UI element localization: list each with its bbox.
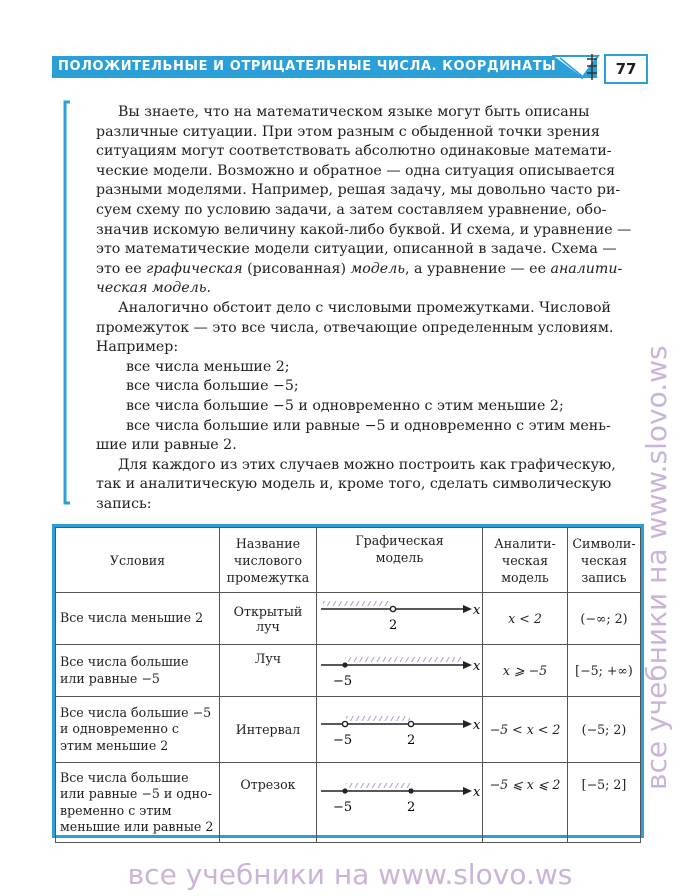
tick-label: 2	[407, 733, 416, 748]
header-line: Символи-	[572, 535, 636, 551]
open-point	[390, 606, 395, 611]
text-line: ситуациям могут соответствовать абсолютно одинаковые математи-	[96, 143, 612, 160]
name-line: Луч	[254, 651, 282, 666]
graphic-model-cell	[317, 645, 483, 697]
axis-label: x	[473, 718, 481, 733]
name-line: Интервал	[235, 722, 301, 737]
graphic-model-cell	[317, 593, 483, 645]
analytic-model-cell	[483, 763, 568, 843]
axis-label: x	[473, 659, 481, 674]
header-line: модель	[501, 569, 549, 585]
symbolic-cell	[568, 697, 641, 763]
italic-term: графическая	[146, 260, 243, 277]
list-item: все числа большие −5;	[126, 378, 299, 395]
open-point	[408, 721, 413, 726]
text-fragment: (рисованная)	[242, 260, 351, 277]
text-line	[96, 260, 644, 280]
watermark-bottom: все учебники на www.slovo.ws	[127, 858, 573, 891]
list-item: все числа большие −5 и одновременно с этим меньшие 2;	[126, 397, 564, 414]
condition-line: или равные −5 и одно-	[60, 786, 212, 801]
condition-cell	[56, 593, 220, 645]
number-line-open-ray	[317, 593, 482, 641]
analytic-text: −5 < x < 2	[489, 722, 561, 737]
text-line: так и аналитическую модель и, кроме того, сделать символическую	[96, 476, 612, 493]
italic-term: модель	[350, 260, 405, 277]
header-line: Аналити-	[494, 535, 556, 551]
header-conditions	[56, 528, 220, 593]
number-line-interval	[317, 698, 482, 758]
interval-name-cell	[220, 645, 317, 697]
hatch-region	[345, 657, 463, 662]
header-line: числового	[233, 552, 303, 568]
paragraph-models	[96, 103, 644, 299]
interval-name-cell	[220, 593, 317, 645]
paragraph-intervals	[96, 299, 644, 456]
body-text	[96, 103, 644, 514]
header-line: Название	[235, 535, 301, 551]
closed-point	[408, 788, 413, 793]
tick-label: −5	[333, 674, 353, 689]
list-item: все числа большие или равные −5 и одновременно с этим мень-	[126, 417, 611, 434]
symbolic-cell	[568, 593, 641, 645]
analytic-text: x < 2	[508, 611, 542, 626]
text-line: ческие модели. Возможно и обратное — одна ситуация описывается	[96, 162, 616, 179]
arrow-head-icon	[463, 605, 472, 613]
name-line: луч	[256, 618, 280, 634]
hatch-region	[323, 601, 391, 606]
header-analytic-model	[483, 528, 568, 593]
condition-line: Все числа большие	[60, 769, 189, 785]
condition-line: этим меньшие 2	[60, 737, 169, 753]
italic-term: ческая модель	[96, 280, 207, 297]
header-interval-name	[220, 528, 317, 593]
condition-line: или равные −5	[60, 670, 160, 686]
arrow-head-icon	[463, 661, 472, 669]
text-line: различные ситуации. При этом разным с обыденной точки зрения	[96, 123, 600, 140]
paragraph-table-intro	[96, 456, 644, 515]
header-line: промежутка	[226, 569, 310, 585]
name-line: Отрезок	[240, 777, 296, 792]
tick-label: −5	[333, 733, 353, 748]
text-line: разными моделями. Например, решая задачу, мы довольно часто ри-	[96, 182, 621, 199]
name-line: Открытый	[233, 603, 303, 619]
page-header	[52, 52, 642, 82]
axis-label: x	[473, 785, 481, 800]
paragraph-bracket	[62, 100, 72, 505]
condition-line: Все числа меньшие 2	[60, 610, 204, 626]
analytic-text: x ⩾ −5	[502, 663, 548, 678]
text-fragment: , а уравнение — ее	[404, 260, 551, 277]
table-row	[56, 593, 641, 645]
text-line: значив искомую величину какой-либо буквой. И схема, и уравнение —	[96, 221, 632, 238]
header-line: модель	[375, 550, 424, 565]
symbolic-text: (−∞; 2)	[580, 611, 628, 626]
table-row	[56, 697, 641, 763]
text-line: ческая модель.	[96, 280, 211, 297]
text-line: Аналогично обстоит дело с числовыми промежутками. Числовой	[118, 299, 611, 316]
header-line: запись	[581, 569, 627, 585]
table-header-row	[56, 528, 641, 593]
symbolic-text: [−5; +∞)	[575, 663, 633, 678]
header-line: ческая	[501, 552, 549, 568]
condition-line: Все числа большие	[60, 654, 189, 669]
table-row	[56, 763, 641, 843]
tick-label: 2	[407, 800, 416, 815]
text-line: Для каждого из этих случаев можно построить как графическую,	[118, 456, 616, 473]
pencil-arrow-icon	[552, 52, 602, 82]
header-line: Условия	[109, 552, 166, 568]
list-item: все числа меньшие 2;	[126, 358, 290, 375]
chapter-title: ПОЛОЖИТЕЛЬНЫЕ И ОТРИЦАТЕЛЬНЫЕ ЧИСЛА. КООРДИНАТЫ	[58, 59, 557, 74]
closed-point	[342, 662, 347, 667]
italic-term: аналити-	[550, 260, 623, 277]
interval-name-cell	[220, 763, 317, 843]
condition-line: меньшие или равные 2	[60, 819, 214, 834]
table-row	[56, 645, 641, 697]
number-line-segment	[317, 763, 482, 823]
number-line-ray	[317, 645, 482, 693]
open-point	[342, 721, 347, 726]
text-line: запись:	[96, 495, 152, 512]
text-line: промежуток — это все числа, отвечающие определенным условиям.	[96, 319, 614, 336]
header-line: ческая	[580, 552, 628, 568]
analytic-model-cell	[483, 593, 568, 645]
condition-cell	[56, 763, 220, 843]
watermark-side: все учебники на www.slovo.ws	[640, 345, 673, 790]
symbolic-text: [−5; 2]	[581, 777, 627, 792]
arrow-head-icon	[463, 720, 472, 728]
graphic-model-cell	[317, 697, 483, 763]
closed-point	[342, 788, 347, 793]
intervals-table	[52, 524, 644, 838]
interval-name-cell	[220, 697, 317, 763]
tick-label: 2	[389, 618, 398, 633]
text-line: Вы знаете, что на математическом языке могут быть описаны	[118, 104, 590, 120]
text-line: суем схему по условию задачи, а затем составляем уравнение, обо-	[96, 201, 607, 218]
analytic-model-cell	[483, 645, 568, 697]
symbolic-cell	[568, 645, 641, 697]
text-fragment: это ее	[96, 260, 147, 277]
header-symbolic	[568, 528, 641, 593]
axis-label: x	[473, 603, 481, 618]
header-line: Графическая	[355, 533, 444, 548]
tick-label: −5	[333, 800, 353, 815]
hatch-region	[346, 716, 410, 721]
text-line: это математические модели ситуации, описанной в задаче. Схема —	[96, 241, 617, 258]
analytic-model-cell	[483, 697, 568, 763]
graphic-model-cell	[317, 763, 483, 843]
condition-cell	[56, 645, 220, 697]
condition-line: Все числа большие −5	[60, 704, 212, 720]
hatch-region	[346, 783, 410, 788]
page-number: 77	[604, 54, 648, 84]
header-graphic-model	[317, 528, 483, 593]
symbolic-cell	[568, 763, 641, 843]
symbolic-text: (−5; 2)	[581, 722, 627, 737]
analytic-text: −5 ⩽ x ⩽ 2	[489, 777, 561, 792]
text-line: Например:	[96, 339, 179, 356]
condition-line: временно с этим	[60, 802, 172, 818]
arrow-head-icon	[463, 787, 472, 795]
list-item-continuation: шие или равные 2.	[96, 437, 237, 454]
condition-line: и одновременно с	[60, 721, 179, 737]
condition-cell	[56, 697, 220, 763]
